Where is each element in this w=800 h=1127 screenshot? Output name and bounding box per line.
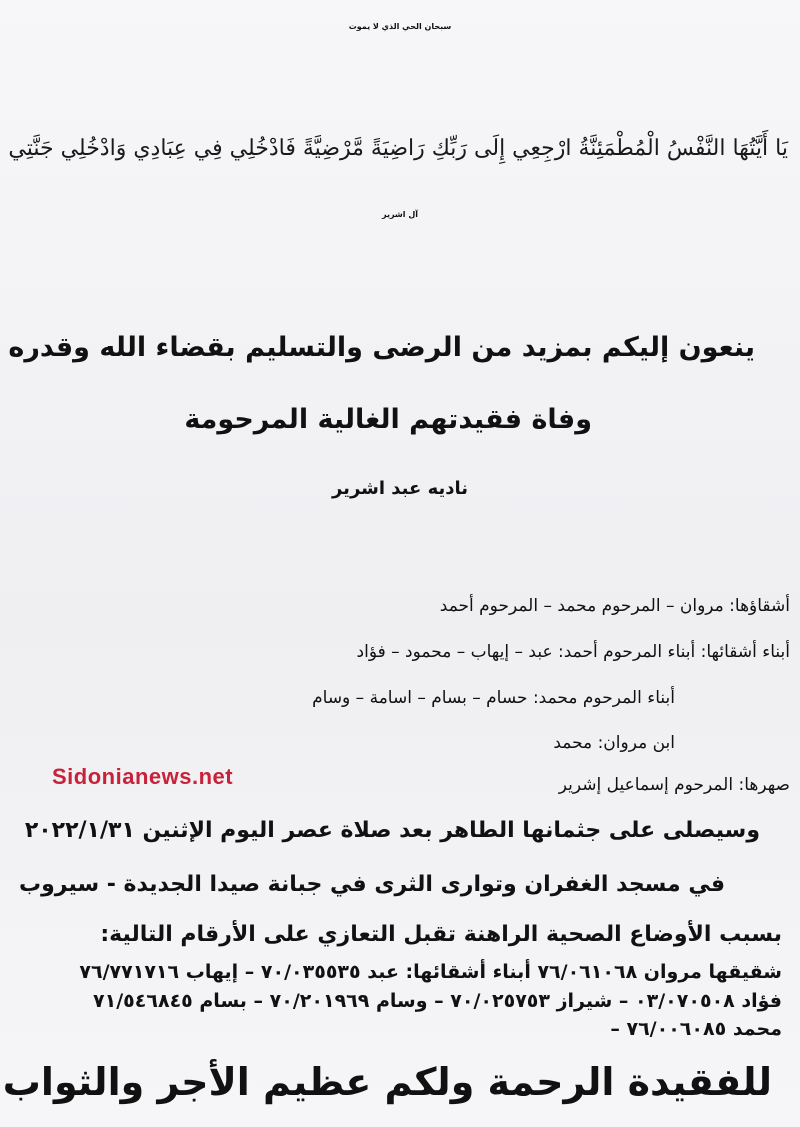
burial-place-line: في مسجد الغفران وتوارى الثرى في جبانة صيدا الجديدة - سيروب	[19, 872, 725, 897]
family-name: آل اشرير	[381, 210, 419, 219]
quran-verse: يَا أَيَّتُهَا النَّفْسُ الْمُطْمَئِنَّةُ ارْجِعِي إِلَى رَبِّكِ رَاضِيَةً مَّرْضِيَّةً فَادْخُلِي فِي عِبَادِي وَادْخُلِي جَنَّتِي	[8, 136, 788, 161]
condolences-phones-2: فؤاد ٠٣/٠٧٠٥٠٨ – شيراز ٧٠/٠٢٥٧٥٣ – وسام ٧٠/٢٠١٩٦٩ – بسام ٧١/٥٤٦٨٤٥	[93, 990, 782, 1012]
brother-in-law-line: صهرها: المرحوم إسماعيل إشرير	[558, 775, 790, 795]
siblings-line: أشقاؤها: مروان – المرحوم محمد – المرحوم أحمد	[439, 596, 790, 616]
prayer-time-line: وسيصلى على جثمانها الطاهر بعد صلاة عصر اليوم الإثنين ٢٠٢٢/١/٣١	[24, 818, 760, 843]
nephew-marwan-line: ابن مروان: محمد	[553, 733, 675, 753]
condolences-phones-3: محمد ٧٦/٠٠٦٠٨٥ –	[610, 1018, 782, 1040]
closing-prayer: للفقيدة الرحمة ولكم عظيم الأجر والثواب	[2, 1060, 772, 1104]
nephews-ahmad-line: أبناء أشقائها: أبناء المرحوم أحمد: عبد – إيهاب – محمود – فؤاد	[356, 642, 790, 662]
condolences-intro: بسبب الأوضاع الصحية الراهنة تقبل التعازي على الأرقام التالية:	[100, 922, 782, 947]
header-title: سبحان الحي الذي لا يموت	[348, 22, 452, 31]
deceased-name: ناديه عبد اشرير	[331, 478, 469, 499]
announcement-line-2: وفاة فقيدتهم الغالية المرحومة	[184, 404, 592, 435]
announcement-line-1: ينعون إليكم بمزيد من الرضى والتسليم بقضاء الله وقدره	[8, 332, 755, 363]
website-watermark: Sidonianews.net	[52, 764, 234, 789]
nephews-mohamad-line: أبناء المرحوم محمد: حسام – بسام – اسامة – وسام	[312, 688, 675, 708]
condolences-phones-1: شقيقها مروان ٧٦/٠٦١٠٦٨ أبناء أشقائها: عبد ٧٠/٠٣٥٥٣٥ – إيهاب ٧٦/٧٧١٧١٦	[79, 961, 782, 983]
